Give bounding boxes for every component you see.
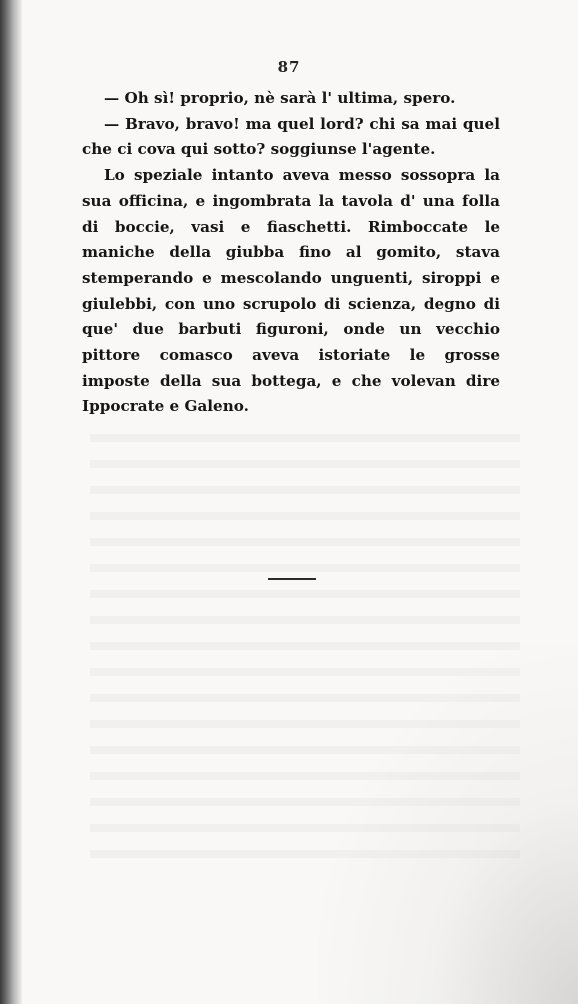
narrative-paragraph: Lo speziale intanto aveva messo sossopra la sua officina, e ingombrata la tavola d' una folla di boccie, vasi e fiaschetti. Rimboccate le maniche della giubba fino al gomito, stava stemperando e mescolando unguenti, siroppi e giulebbi, con uno scrupolo di scienza, degno di que' due barbuti figuroni, onde un vecchio pittore comasco aveva istoriate le grosse imposte della sua bottega, e che volevan dire Ippocrate e Galeno.	[82, 166, 500, 416]
dialogue-line-2: — Bravo, bravo! ma quel lord? chi sa mai quel che ci cova qui sotto? soggiunse l'agente.	[82, 114, 500, 159]
section-separator	[268, 578, 316, 580]
page-number: 87	[277, 58, 301, 76]
dialogue-line-1: — Oh sì! proprio, nè sarà l' ultima, spero.	[104, 89, 456, 107]
body-text	[82, 86, 500, 420]
page-binding-shadow	[0, 0, 22, 1004]
page-corner-shadow	[318, 644, 578, 1004]
